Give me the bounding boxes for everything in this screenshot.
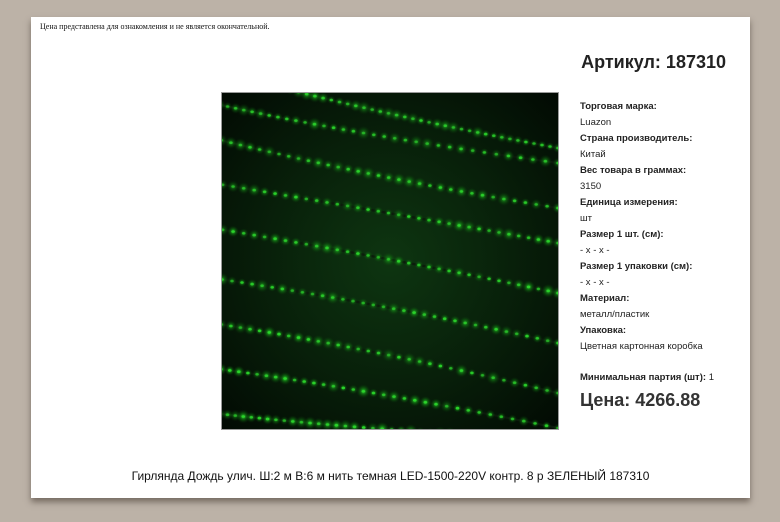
led-bulb [255,373,259,376]
led-bulb [377,256,381,259]
led-bulb [382,135,386,138]
led-bulb [393,137,397,140]
led-bulb [336,203,340,206]
led-bulb [234,107,238,110]
led-bulb [522,420,526,423]
led-bulb [342,128,346,131]
led-bulb [392,307,396,310]
led-bulb [377,352,381,355]
led-bulb [362,390,366,393]
led-bulb [367,172,371,175]
led-bulb [356,206,360,209]
led-bulb [516,139,520,142]
led-bulb [537,238,541,241]
led-bulb [352,130,356,133]
led-bulb [311,293,315,296]
led-bulb [418,360,422,363]
led-bulb [294,241,298,244]
led-bulb [313,123,317,126]
led-bulb [322,125,326,128]
led-bulb [258,417,262,420]
led-bulb [487,229,491,232]
article-number: Артикул: 187310 [581,52,726,72]
led-bulb [336,166,340,169]
led-bulb [322,383,326,386]
led-bulb [346,250,350,253]
led-bulb [336,249,340,252]
led-bulb [366,254,370,257]
led-bulb [477,228,481,231]
led-bulb [489,413,493,416]
led-bulb [356,252,360,255]
led-bulb [411,117,415,120]
led-bulb [495,153,499,156]
led-bulb [274,376,278,379]
led-bulb [285,118,289,121]
led-bulb [481,374,485,377]
led-bulb [532,142,536,145]
led-bulb [356,348,360,351]
led-bulb [537,288,541,291]
led-bulb [531,158,535,161]
led-bulb [291,289,295,292]
led-bulb [239,144,243,147]
led-bulb [342,387,346,390]
led-bulb [427,121,431,124]
led-bulb [546,290,550,293]
led-bulb [403,116,407,119]
led-bulb [449,367,453,370]
led-bulb [502,198,506,201]
led-bulb [457,272,461,275]
led-bulb [419,119,423,122]
led-bulb [284,239,288,242]
led-bulb [325,247,329,250]
led-bulb [284,194,288,197]
led-bulb [266,418,270,421]
led-bulb [346,346,350,349]
led-bulb [444,124,448,127]
led-bulb [484,133,488,136]
led-bulb [260,284,264,287]
led-bulb [321,97,325,100]
led-bulb [418,182,422,185]
led-bulb [291,420,295,423]
spec-label: Размер 1 упаковки (см): [580,261,693,272]
led-bulb [395,114,399,117]
led-bulb [519,156,523,159]
led-bulb [361,302,365,305]
led-bulb [297,157,301,160]
led-bulb [437,144,441,147]
led-bulb [456,407,460,410]
led-bulb [470,192,474,195]
led-bulb [397,214,401,217]
led-bulb [336,344,340,347]
led-bulb [283,419,287,422]
price-disclaimer: Цена представлена для ознакомления и не является окончательной. [40,22,270,31]
led-bulb [231,230,235,233]
led-bulb [507,282,511,285]
led-bulb [387,258,391,261]
led-bulb [505,330,509,333]
led-bulb [352,388,356,391]
led-bulb [417,217,421,220]
led-bulb [305,243,309,246]
garland-image [222,93,558,429]
led-bulb [226,413,230,416]
led-bulb [250,283,254,286]
led-bulb [497,231,501,234]
led-bulb [354,105,358,108]
led-bulb [346,103,350,106]
led-bulb [487,278,491,281]
led-bulb [412,311,416,314]
led-bulb [477,276,481,279]
led-bulb [366,208,370,211]
led-bulb [434,403,438,406]
led-bulb [382,394,386,397]
led-bulb [305,198,309,201]
spec-value: Luazon [580,117,612,128]
led-bulb [477,411,481,414]
led-bulb [330,99,334,102]
led-bulb [433,315,437,318]
led-bulb [428,184,432,187]
led-bulb [417,264,421,267]
led-bulb [437,268,441,271]
led-bulb [367,350,371,353]
led-bulb [427,266,431,269]
led-bulb [427,219,431,222]
led-bulb [332,126,336,129]
led-bulb [242,415,246,418]
led-bulb [237,370,241,373]
spec-value: металл/пластик [580,309,650,320]
led-bulb [447,222,451,225]
led-bulb [281,288,285,291]
led-bulb [229,325,233,328]
led-bulb [252,234,256,237]
led-bulb [470,372,474,375]
spec-value: 3150 [580,181,602,192]
led-bulb [276,116,280,119]
led-bulb [423,313,427,316]
led-bulb [294,196,298,199]
product-title: Гирлянда Дождь улич. Ш:2 м В:6 м нить темная LED-1500-220V контр. 8 р ЗЕЛЕНЫЙ 187310 [131,469,650,483]
led-bulb [258,330,262,333]
led-bulb [287,155,291,158]
led-bulb [372,134,376,137]
led-bulb [242,109,246,112]
led-bulb [524,201,528,204]
led-bulb [435,123,439,126]
led-bulb [508,138,512,141]
led-bulb [424,401,428,404]
led-bulb [500,136,504,139]
led-bulb [524,384,528,387]
spec-label: Вес товара в граммах: [580,165,687,176]
led-bulb [346,205,350,208]
led-bulb [536,337,540,340]
product-photo [221,92,559,430]
led-bulb [460,128,464,131]
spec-label: Единица измерения: [580,197,678,208]
spec-label: Страна производитель: [580,133,693,144]
led-bulb [344,425,348,428]
led-bulb [452,126,456,129]
led-bulb [265,374,269,377]
led-bulb [242,187,246,190]
led-bulb [517,235,521,238]
led-bulb [533,422,537,425]
led-bulb [230,280,234,283]
led-bulb [341,298,345,301]
led-bulb [248,328,252,331]
led-bulb [459,148,463,151]
led-bulb [413,399,417,402]
led-bulb [308,422,312,425]
led-bulb [540,144,544,147]
led-bulb [325,201,329,204]
led-bulb [326,423,330,426]
led-bulb [407,262,411,265]
led-bulb [494,328,498,331]
led-bulb [382,306,386,309]
spec-value: Китай [580,149,606,160]
led-bulb [287,335,291,338]
led-bulb [507,233,511,236]
led-bulb [240,281,244,284]
led-bulb [449,188,453,191]
led-bulb [507,155,511,158]
led-bulb [277,153,281,156]
led-bulb [362,106,366,109]
led-bulb [527,286,531,289]
led-bulb [372,304,376,307]
led-bulb [387,176,391,179]
led-bulb [527,236,531,239]
led-bulb [497,280,501,283]
led-bulb [312,382,316,385]
led-bulb [546,339,550,342]
spec-list [580,99,745,355]
led-bulb [270,286,274,289]
led-bulb [515,333,519,336]
product-sheet [31,17,750,498]
led-bulb [407,180,411,183]
led-bulb [468,130,472,133]
led-bulb [463,322,467,325]
led-bulb [404,139,408,142]
led-bulb [407,215,411,218]
led-bulb [397,178,401,181]
led-bulb [258,148,262,151]
led-bulb [277,333,281,336]
led-bulb [377,174,381,177]
led-bulb [301,291,305,294]
led-bulb [321,294,325,297]
led-bulb [317,422,321,425]
led-bulb [525,335,529,338]
led-bulb [546,240,550,243]
spec-value: - x - x - [580,277,610,288]
led-bulb [534,203,538,206]
led-bulb [231,185,235,188]
led-bulb [229,141,233,144]
led-bulb [239,326,243,329]
led-bulb [273,237,277,240]
led-bulb [242,232,246,235]
spec-label: Торговая марка: [580,101,657,112]
led-bulb [397,260,401,263]
led-bulb [545,389,549,392]
led-bulb [392,395,396,398]
led-bulb [513,200,517,203]
spec-label: Упаковка: [580,325,627,336]
led-bulb [471,149,475,152]
min-batch-value: 1 [708,372,714,383]
led-bulb [511,418,515,421]
led-bulb [267,114,271,117]
led-bulb [268,331,272,334]
led-bulb [439,365,443,368]
led-bulb [476,131,480,134]
led-bulb [517,284,521,287]
led-bulb [331,296,335,299]
price: Цена: 4266.88 [580,390,701,410]
led-bulb [545,205,549,208]
led-bulb [346,168,350,171]
led-bulb [226,105,230,108]
led-bulb [303,121,307,124]
led-bulb [387,212,391,215]
led-bulb [307,338,311,341]
led-bulb [484,326,488,329]
led-bulb [402,309,406,312]
led-bulb [448,146,452,149]
led-bulb [317,340,321,343]
led-bulb [460,190,464,193]
led-bulb [544,160,548,163]
led-bulb [370,108,374,111]
led-bulb [250,416,254,419]
led-bulb [326,164,330,167]
spec-value: Цветная картонная коробка [580,341,703,352]
led-bulb [548,145,552,148]
led-bulb [315,199,319,202]
led-bulb [387,112,391,115]
led-bulb [524,141,528,144]
led-bulb [317,162,321,165]
led-bulb [268,151,272,154]
led-bulb [534,387,538,390]
led-bulb [362,426,366,429]
led-bulb [443,317,447,320]
led-bulb [460,369,464,372]
led-bulb [274,419,278,422]
led-bulb [467,274,471,277]
led-bulb [474,324,478,327]
led-bulb [252,189,256,192]
spec-label: Размер 1 шт. (см): [580,229,664,240]
led-bulb [250,111,254,114]
led-bulb [387,354,391,357]
led-bulb [491,196,495,199]
led-bulb [467,226,471,229]
led-bulb [263,191,267,194]
led-bulb [467,409,471,412]
led-bulb [445,405,449,408]
led-bulb [313,95,317,98]
led-bulb [246,372,250,375]
led-bulb [335,424,339,427]
led-bulb [453,320,457,323]
led-bulb [425,142,429,145]
led-bulb [545,424,549,427]
led-bulb [403,397,407,400]
led-bulb [492,134,496,137]
led-bulb [481,194,485,197]
led-bulb [513,381,517,384]
led-bulb [338,101,342,104]
spec-value: - x - x - [580,245,610,256]
led-bulb [483,151,487,154]
led-bulb [362,132,366,135]
led-bulb [259,112,263,115]
led-bulb [353,426,357,429]
led-bulb [300,421,304,424]
led-bulb [273,192,277,195]
led-bulb [356,170,360,173]
led-bulb [397,356,401,359]
led-bulb [297,336,301,339]
led-bulb [491,376,495,379]
led-bulb [502,379,506,382]
led-bulb [302,380,306,383]
led-bulb [414,141,418,144]
led-bulb [315,245,319,248]
led-bulb [428,362,432,365]
led-bulb [407,358,411,361]
led-bulb [263,236,267,239]
led-bulb [332,385,336,388]
spec-label: Материал: [580,293,630,304]
led-bulb [228,369,232,372]
led-bulb [372,392,376,395]
led-bulb [500,415,504,418]
led-bulb [326,342,330,345]
led-bulb [447,270,451,273]
led-bulb [437,221,441,224]
led-bulb [457,224,461,227]
led-bulb [439,186,443,189]
spec-value: шт [580,213,592,224]
led-bulb [351,300,355,303]
min-batch-label: Минимальная партия (шт): [580,372,707,383]
led-bulb [283,377,287,380]
led-bulb [377,210,381,213]
led-bulb [293,379,297,382]
led-bulb [294,119,298,122]
led-bulb [248,146,252,149]
led-bulb [307,159,311,162]
min-batch [580,372,714,383]
